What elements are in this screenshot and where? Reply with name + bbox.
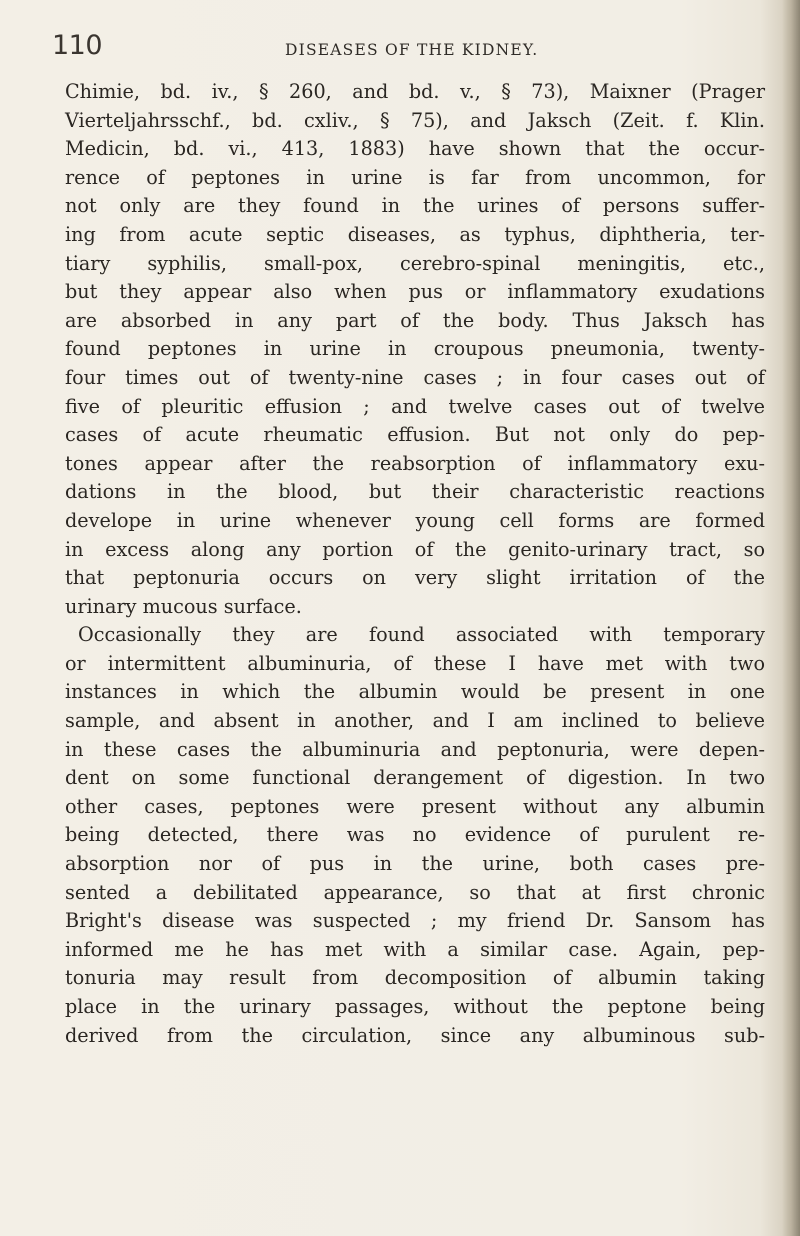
page-binding-shadow xyxy=(782,0,800,1236)
text-line: being detected, there was no evidence of purulent re- xyxy=(65,823,765,847)
body-text xyxy=(65,78,765,1050)
text-line: four times out of twenty-nine cases ; in four cases out of xyxy=(65,365,765,389)
text-line: or intermittent albuminuria, of these I have met with two xyxy=(65,651,765,675)
text-line: absorption nor of pus in the urine, both cases pre- xyxy=(65,852,765,876)
text-line: Medicin, bd. vi., 413, 1883) have shown that the occur- xyxy=(65,137,765,161)
text-line: urinary mucous surface. xyxy=(65,594,302,618)
running-head xyxy=(52,30,752,66)
text-line: instances in which the albumin would be present in one xyxy=(65,680,765,704)
text-line: are absorbed in any part of the body. Thus Jaksch has xyxy=(65,308,765,332)
text-line: in excess along any portion of the genito-urinary tract, so xyxy=(65,537,765,561)
text-line: ing from acute septic diseases, as typhus, diphtheria, ter- xyxy=(65,222,765,246)
text-line: dations in the blood, but their characteristic reactions xyxy=(65,480,765,504)
text-line: not only are they found in the urines of persons suffer- xyxy=(65,194,765,218)
text-line: five of pleuritic effusion ; and twelve cases out of twelve xyxy=(65,394,765,418)
text-line: dent on some functional derangement of digestion. In two xyxy=(65,766,765,790)
text-line: but they appear also when pus or inflammatory exudations xyxy=(65,280,765,304)
text-line: tones appear after the reabsorption of inflammatory exu- xyxy=(65,451,765,475)
text-line: place in the urinary passages, without the peptone being xyxy=(65,995,765,1018)
text-line: found peptones in urine in croupous pneumonia, twenty- xyxy=(65,337,765,361)
text-line: other cases, peptones were present without any albumin xyxy=(65,794,765,818)
text-line: sented a debilitated appearance, so that at first chronic xyxy=(65,880,765,904)
text-line: informed me he has met with a similar case. Again, pep- xyxy=(65,937,765,961)
text-line: that peptonuria occurs on very slight irritation of the xyxy=(65,566,765,590)
text-line: develope in urine whenever young cell forms are formed xyxy=(65,508,765,532)
text-line: rence of peptones in urine is far from uncommon, for xyxy=(65,165,765,189)
text-line: sample, and absent in another, and I am inclined to believe xyxy=(65,709,765,733)
text-line: derived from the circulation, since any albuminous sub- xyxy=(65,1023,765,1047)
text-line: Chimie, bd. iv., § 260, and bd. v., § 73), Maixner (Prager xyxy=(65,80,765,103)
running-title: DISEASES OF THE KIDNEY. xyxy=(285,41,539,59)
text-line: Occasionally they are found associated with temporary xyxy=(78,623,765,647)
text-line: Bright's disease was suspected ; my friend Dr. Sansom has xyxy=(65,909,765,933)
text-line: in these cases the albuminuria and peptonuria, were depen- xyxy=(65,737,765,761)
text-line: cases of acute rheumatic effusion. But not only do pep- xyxy=(65,423,765,447)
page-number: 110 xyxy=(52,30,103,61)
text-line: tonuria may result from decomposition of albumin taking xyxy=(65,966,765,990)
text-line: Vierteljahrsschf., bd. cxliv., § 75), and Jaksch (Zeit. f. Klin. xyxy=(65,108,765,132)
text-line: tiary syphilis, small-pox, cerebro-spinal meningitis, etc., xyxy=(65,251,765,275)
